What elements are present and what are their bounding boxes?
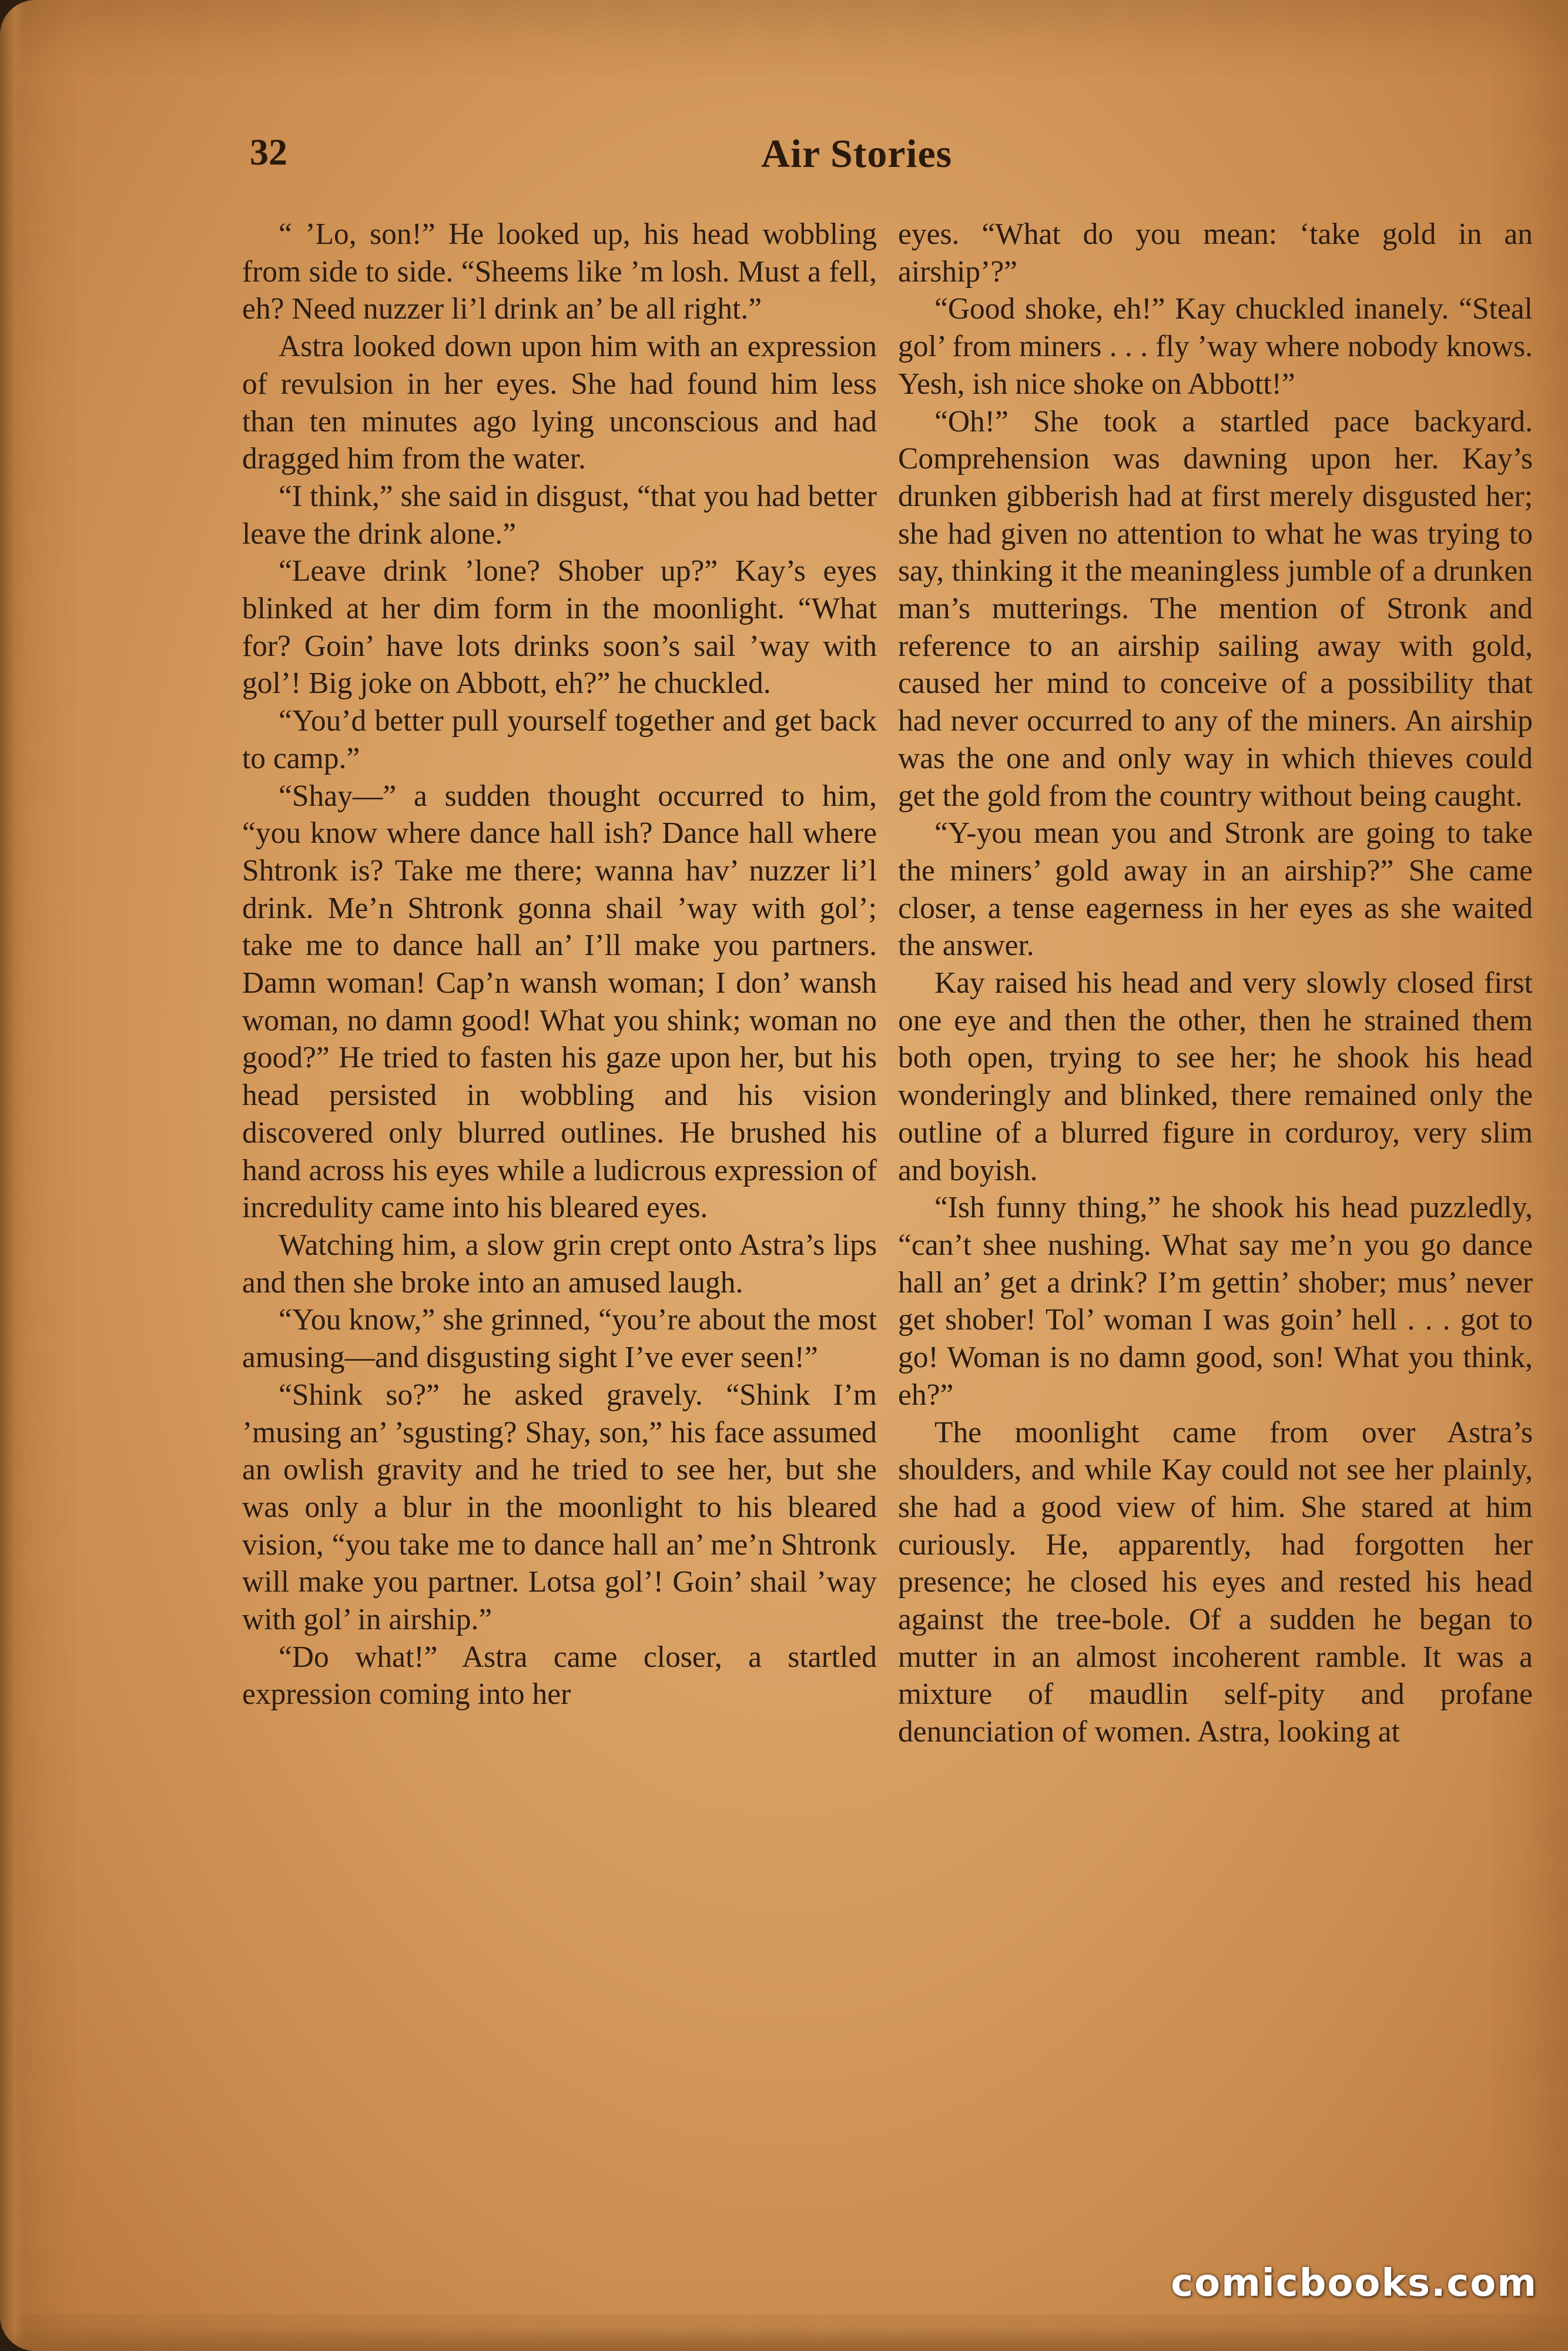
paragraph: “Good shoke, eh!” Kay chuckled inanely. “Steal gol’ from miners . . . fly ’way where nobody knows. Yesh, ish nice shoke on Abbott!”: [898, 292, 1533, 401]
paragraph: “Shay—” a sudden thought occurred to him, “you know where dance hall ish? Dance hall where Shtronk is? Take me there; wanna hav’ nuzzer li’l drink. Me’n Shtronk gonna shail ’way with gol’; take me to dance hall an’ I’ll make you partners. Damn woman! Cap’n wansh woman; I don’ wansh woman, no damn good! What you shink; woman no good?” He tried to fasten his gaze upon her, but his head persisted in wobbling and his vision discovered only blurred outlines. He brushed his hand across his eyes while a ludicrous expression of incredulity came into his bleared eyes.: [242, 779, 877, 1225]
paragraph: The moonlight came from over Astra’s shoulders, and while Kay could not see her plainly, she had a good view of him. She stared at him curiously. He, apparently, had forgotten her presence; he closed his eyes and rested his head against the tree-bole. Of a sudden he began to mutter in an almost incoherent ramble. It was a mixture of maudlin self-pity and profane denunciation of women. Astra, looking at: [898, 1415, 1533, 1749]
paragraph: “Ish funny thing,” he shook his head puzzledly, “can’t shee nushing. What say me’n you go dance hall an’ get a drink? I’m gettin’ shober; mus’ never get shober! Tol’ woman I was goin’ hell . . . got to go! Woman is no damn good, son! What you think, eh?”: [898, 1191, 1533, 1412]
running-title: Air Stories: [761, 131, 953, 176]
left-column: [242, 216, 877, 1713]
paragraph-continued: eyes. “What do you mean: ‘take gold in an airship’?”: [898, 217, 1533, 289]
page-bottom-edge: [0, 2327, 1568, 2351]
page-number: 32: [250, 131, 287, 173]
paragraph: “You’d better pull yourself together and get back to camp.”: [242, 704, 877, 775]
page-header: [244, 130, 1384, 195]
paragraph: “Leave drink ’lone? Shober up?” Kay’s eyes blinked at her dim form in the moonlight. “What for? Goin’ have lots drinks soon’s sail ’way with gol’! Big joke on Abbott, eh?” he chuckled.: [242, 554, 877, 701]
paragraph: Watching him, a slow grin crept onto Astra’s lips and then she broke into an amused laugh.: [242, 1228, 877, 1300]
paragraph: Astra looked down upon him with an expression of revulsion in her eyes. She had found him less than ten minutes ago lying unconscious and had dragged him from the water.: [242, 330, 877, 476]
paragraph: “I think,” she said in disgust, “that you had better leave the drink alone.”: [242, 479, 877, 551]
paragraph: “ ’Lo, son!” He looked up, his head wobbling from side to side. “Sheems like ’m losh. Must a fell, eh? Need nuzzer li’l drink an’ be all right.”: [242, 217, 877, 326]
paragraph: “Shink so?” he asked gravely. “Shink I’m ’musing an’ ’sgusting? Shay, son,” his face assumed an owlish gravity and he tried to see her, but she was only a blur in the moonlight to his bleared vision, “you take me to dance hall an’ me’n Shtronk will make you partner. Lotsa gol’! Goin’ shail ’way with gol’ in airship.”: [242, 1378, 877, 1637]
paragraph: Kay raised his head and very slowly closed first one eye and then the other, then he strained them both open, trying to see her; he shook his head wonderingly and blinked, there remained only the outline of a blurred figure in corduroy, very slim and boyish.: [898, 966, 1533, 1187]
paragraph: “Y-you mean you and Stronk are going to take the miners’ gold away in an airship?” She came closer, a tense eagerness in her eyes as she waited the answer.: [898, 816, 1533, 963]
paragraph: “Do what!” Astra came closer, a startled expression coming into her: [242, 1640, 877, 1712]
watermark-text: comicbooks.com: [1171, 2262, 1537, 2305]
paragraph: “Oh!” She took a startled pace backyard. Comprehension was dawning upon her. Kay’s drunken gibberish had at first merely disgusted her; she had given no attention to what he was trying to say, thinking it the meaningless jumble of a drunken man’s mutterings. The mention of Stronk and reference to an airship sailing away with gold, caused her mind to conceive of a possibility that had never occurred to any of the miners. An airship was the one and only way in which thieves could get the gold from the country without being caught.: [898, 404, 1533, 813]
page-left-edge: [0, 0, 25, 2351]
right-column: [898, 216, 1533, 1751]
paragraph: “You know,” she grinned, “you’re about the most amusing—and disgusting sight I’ve ever seen!”: [242, 1303, 877, 1375]
